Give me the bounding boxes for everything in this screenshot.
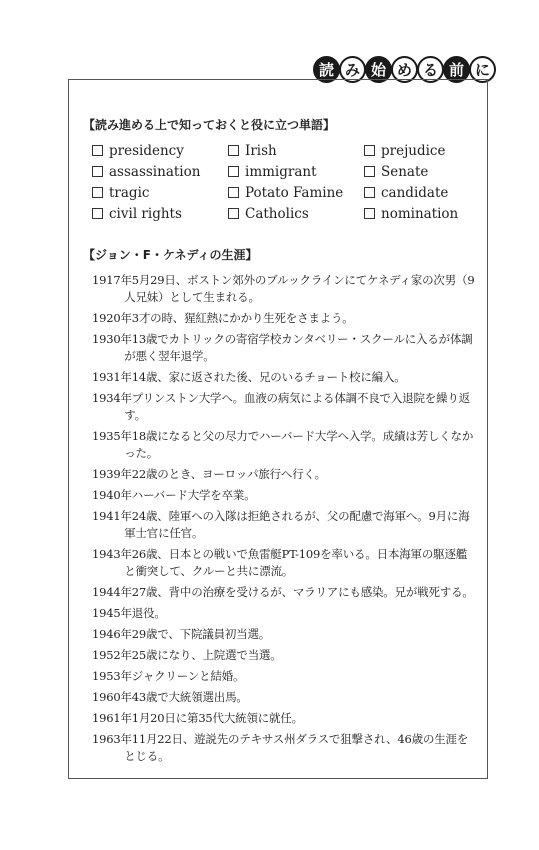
timeline-entry: 1939年22歳のとき、ヨーロッパ旅行へ行く。 <box>92 467 326 481</box>
vocab-item[interactable] <box>364 183 482 202</box>
timeline-entry: 1963年11月22日、遊説先のテキサス州ダラスで狙撃され、46歳の生涯をとじる。 <box>92 732 469 763</box>
timeline-entry: 1952年25歳になり、上院選で当選。 <box>92 648 282 662</box>
vocab-word: presidency <box>109 142 184 159</box>
vocab-item[interactable] <box>228 141 364 160</box>
vocab-item[interactable] <box>92 141 228 160</box>
bio-timeline <box>92 272 477 769</box>
timeline-entry: 1946年29歳で、下院議員初当選。 <box>92 627 271 641</box>
checkbox-icon[interactable] <box>364 166 375 177</box>
timeline-entry: 1940年ハーバード大学を卒業。 <box>92 488 256 502</box>
vocab-word: candidate <box>381 184 449 201</box>
timeline-entry: 1917年5月29日、ボストン郊外のブルックラインにてケネディ家の次男（9人兄妹）として生まれる。 <box>92 273 475 304</box>
checkbox-icon[interactable] <box>364 187 375 198</box>
bio-section-title: 【ジョン・F・ケネディの生涯】 <box>83 248 258 262</box>
chapter-title-char: 始 <box>365 56 392 83</box>
vocab-item[interactable] <box>364 162 482 181</box>
vocab-word: nomination <box>381 205 459 222</box>
vocab-item[interactable] <box>364 141 482 160</box>
chapter-title-char: 読 <box>313 56 340 83</box>
vocab-item[interactable] <box>92 204 228 223</box>
timeline-entry: 1920年3才の時、猩紅熱にかかり生死をさまよう。 <box>92 311 354 325</box>
chapter-title-char: み <box>339 56 366 83</box>
vocab-word: Senate <box>381 163 429 180</box>
checkbox-icon[interactable] <box>92 187 103 198</box>
timeline-entry: 1934年プリンストン大学へ。血液の病気による体調不良で入退院を繰り返す。 <box>92 391 470 422</box>
vocab-section-title: 【読み進める上で知っておくと役に立つ単語】 <box>83 118 336 132</box>
chapter-title-char: る <box>417 56 444 83</box>
vocab-item[interactable] <box>228 162 364 181</box>
vocab-word: tragic <box>109 184 150 201</box>
vocab-word: prejudice <box>381 142 446 159</box>
timeline-entry: 1943年26歳、日本との戦いで魚雷艇PT-109を率いる。日本海軍の駆逐艦と衝突して、クルーと共に漂流。 <box>92 547 468 578</box>
vocab-word: assassination <box>109 163 201 180</box>
checkbox-icon[interactable] <box>92 208 103 219</box>
timeline-entry: 1931年14歳、家に返された後、兄のいるチョート校に編入。 <box>92 370 406 384</box>
checkbox-icon[interactable] <box>364 208 375 219</box>
timeline-entry: 1930年13歳でカトリックの寄宿学校カンタベリー・スクールに入るが体調が悪く翌年退学。 <box>92 332 473 363</box>
timeline-entry: 1953年ジャクリーンと結婚。 <box>92 669 245 683</box>
vocab-item[interactable] <box>92 183 228 202</box>
checkbox-icon[interactable] <box>228 166 239 177</box>
checkbox-icon[interactable] <box>364 145 375 156</box>
checkbox-icon[interactable] <box>92 166 103 177</box>
vocab-list <box>92 141 482 223</box>
vocab-word: immigrant <box>245 163 317 180</box>
chapter-title-char: 前 <box>443 56 470 83</box>
vocab-item[interactable] <box>228 204 364 223</box>
checkbox-icon[interactable] <box>92 145 103 156</box>
vocab-word: Catholics <box>245 205 309 222</box>
timeline-entry: 1960年43歳で大統領選出馬。 <box>92 690 248 704</box>
checkbox-icon[interactable] <box>228 145 239 156</box>
chapter-title-char: め <box>391 56 418 83</box>
vocab-word: Irish <box>245 142 277 159</box>
checkbox-icon[interactable] <box>228 187 239 198</box>
timeline-entry: 1944年27歳、背中の治療を受けるが、マラリアにも感染。兄が戦死する。 <box>92 585 474 599</box>
vocab-word: Potato Famine <box>245 184 344 201</box>
vocab-word: civil rights <box>109 205 182 222</box>
vocab-item[interactable] <box>228 183 364 202</box>
vocab-item[interactable] <box>92 162 228 181</box>
vocab-item[interactable] <box>364 204 482 223</box>
timeline-entry: 1961年1月20日に第35代大統領に就任。 <box>92 711 303 725</box>
timeline-entry: 1935年18歳になると父の尽力でハーバード大学へ入学。成績は芳しくなかった。 <box>92 429 474 460</box>
checkbox-icon[interactable] <box>228 208 239 219</box>
timeline-entry: 1941年24歳、陸軍への入隊は拒絶されるが、父の配慮で海軍へ。9月に海軍士官に任官。 <box>92 509 470 540</box>
chapter-title-char: に <box>469 56 496 83</box>
timeline-entry: 1945年退役。 <box>92 606 166 620</box>
